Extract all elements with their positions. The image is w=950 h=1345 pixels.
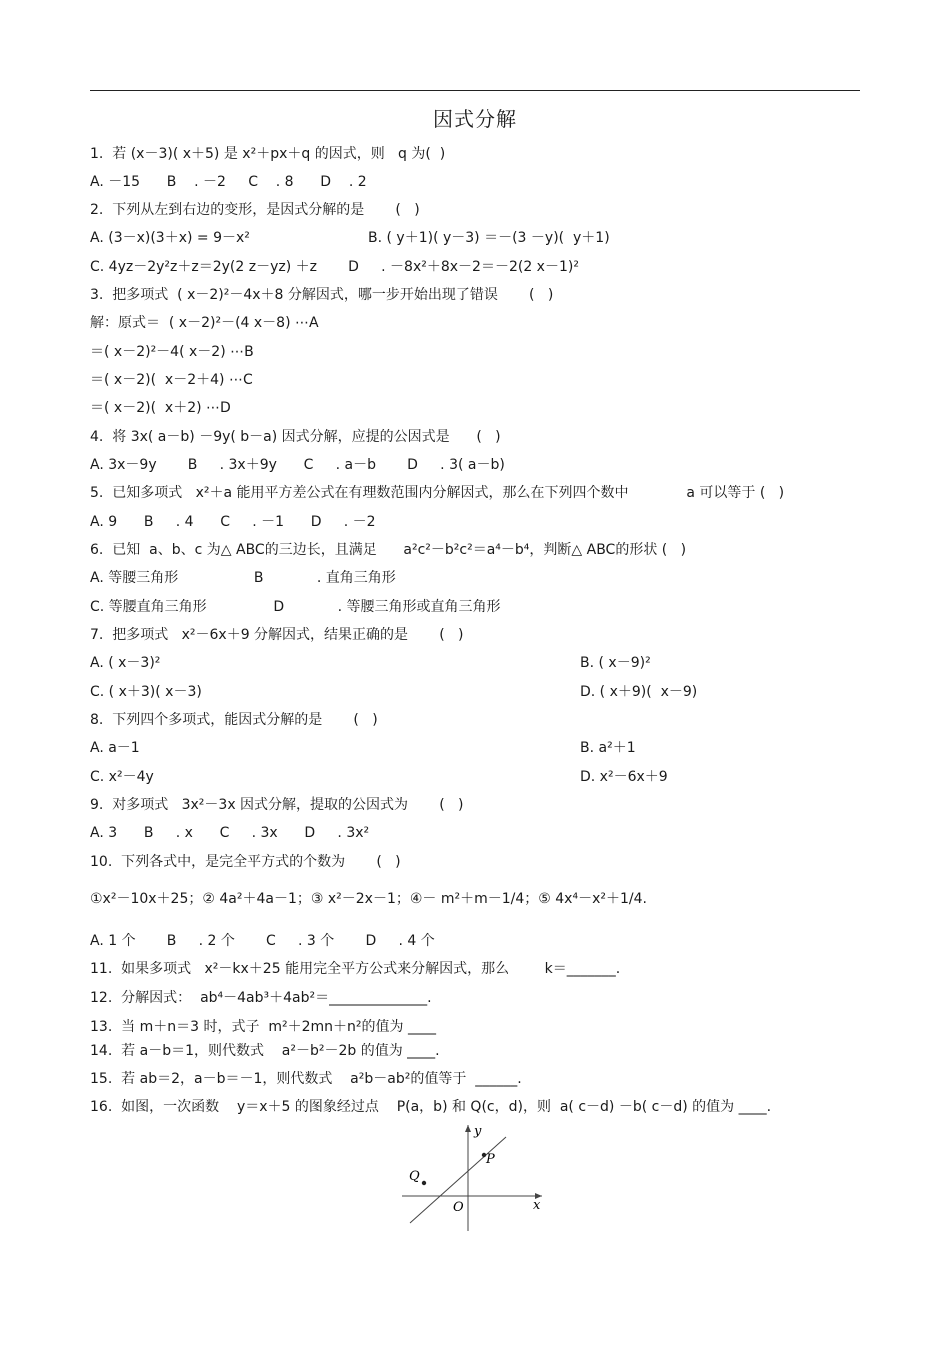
- question-1: 1. 若 (x－3)( x＋5) 是 x²＋px＋q 的因式，则 q 为( ): [90, 146, 446, 162]
- question-15: 15. 若 ab＝2，a－b＝－1，则代数式 a²b－ab²的值等于 ______.: [90, 1071, 522, 1087]
- page-title: 因式分解: [433, 107, 517, 131]
- question-10-expressions: ①x²－10x＋25；② 4a²＋4a－1；③ x²－2x－1；④－ m²＋m－1/4；⑤ 4x⁴－x²＋1/4.: [90, 891, 647, 907]
- question-8: 8. 下列四个多项式，能因式分解的是 ( ): [90, 712, 378, 728]
- question-9-options: A. 3 B . x C . 3x D . 3x²: [90, 825, 370, 841]
- question-7-option-d: D. ( x＋9)( x－9): [580, 684, 698, 700]
- question-7-option-c: C. ( x＋3)( x－3): [90, 684, 202, 700]
- question-10: 10. 下列各式中，是完全平方式的个数为 ( ): [90, 854, 401, 870]
- y-axis-arrow: [465, 1125, 471, 1132]
- origin-label: O: [453, 1200, 464, 1215]
- question-2-option-b: B. ( y＋1)( y－3) ＝－(3 －y)( y＋1): [368, 230, 610, 246]
- question-4-options: A. 3x－9y B . 3x＋9y C . a－b D . 3( a－b): [90, 457, 505, 473]
- question-3-step-d: ＝( x－2)( x＋2) ⋯D: [90, 400, 231, 416]
- question-3-step-a: 解：原式＝ ( x－2)²－(4 x－8) ⋯A: [90, 315, 319, 331]
- question-10-options: A. 1 个 B . 2 个 C . 3 个 D . 4 个: [90, 933, 435, 949]
- point-q: [422, 1181, 426, 1185]
- question-5-options: A. 9 B . 4 C . －1 D . －2: [90, 514, 376, 530]
- header-rule: [90, 90, 860, 91]
- point-q-label: Q: [409, 1169, 420, 1184]
- question-13: 13. 当 m＋n＝3 时，式子 m²＋2mn＋n²的值为 ____: [90, 1019, 436, 1035]
- linear-function-graph: [402, 1123, 545, 1231]
- question-6-options-ab: A. 等腰三角形 B . 直角三角形: [90, 570, 396, 586]
- question-8-option-a: A. a－1: [90, 740, 140, 756]
- question-1-options: A. －15 B . －2 C . 8 D . 2: [90, 174, 367, 190]
- question-7-option-b: B. ( x－9)²: [580, 655, 651, 671]
- question-2-options-cd: C. 4yz－2y²z＋z＝2y(2 z－yz) ＋z D . －8x²＋8x－2＝－2(2 x－1)²: [90, 259, 579, 275]
- question-7-option-a: A. ( x－3)²: [90, 655, 161, 671]
- point-p-label: P: [486, 1152, 495, 1167]
- question-12: 12. 分解因式： ab⁴－4ab³＋4ab²＝______________.: [90, 990, 432, 1006]
- question-7: 7. 把多项式 x²－6x＋9 分解因式，结果正确的是 ( ): [90, 627, 464, 643]
- question-8-option-c: C. x²－4y: [90, 769, 154, 785]
- question-14: 14. 若 a－b＝1，则代数式 a²－b²－2b 的值为 ____.: [90, 1043, 440, 1059]
- question-11: 11. 如果多项式 x²－kx＋25 能用完全平方公式来分解因式，那么 k＝_______.: [90, 961, 621, 977]
- question-6-options-cd: C. 等腰直角三角形 D . 等腰三角形或直角三角形: [90, 599, 501, 615]
- y-axis-label: y: [474, 1124, 482, 1139]
- question-9: 9. 对多项式 3x²－3x 因式分解，提取的公因式为 ( ): [90, 797, 464, 813]
- question-3-step-b: ＝( x－2)²－4( x－2) ⋯B: [90, 344, 254, 360]
- question-6: 6. 已知 a、b、c 为△ ABC的三边长，且满足 a²c²－b²c²＝a⁴－b⁴，判断△ ABC的形状 ( ): [90, 542, 687, 558]
- question-2-option-a: A. (3－x)(3＋x) = 9－x²: [90, 230, 250, 246]
- question-5: 5. 已知多项式 x²＋a 能用平方差公式在有理数范围内分解因式，那么在下列四个数中 a 可以等于 ( ): [90, 485, 785, 501]
- question-3-step-c: ＝( x－2)( x－2＋4) ⋯C: [90, 372, 253, 388]
- question-16: 16. 如图，一次函数 y＝x＋5 的图象经过点 P(a，b) 和 Q(c，d)，则 a( c－d) －b( c－d) 的值为 ____.: [90, 1099, 772, 1115]
- question-8-option-b: B. a²＋1: [580, 740, 636, 756]
- question-4: 4. 将 3x( a－b) －9y( b－a) 因式分解，应提的公因式是 ( ): [90, 429, 501, 445]
- question-2: 2. 下列从左到右边的变形，是因式分解的是 ( ): [90, 202, 420, 218]
- x-axis-label: x: [533, 1198, 541, 1213]
- question-8-option-d: D. x²－6x＋9: [580, 769, 668, 785]
- question-3: 3. 把多项式 ( x－2)²－4x＋8 分解因式，哪一步开始出现了错误 ( ): [90, 287, 554, 303]
